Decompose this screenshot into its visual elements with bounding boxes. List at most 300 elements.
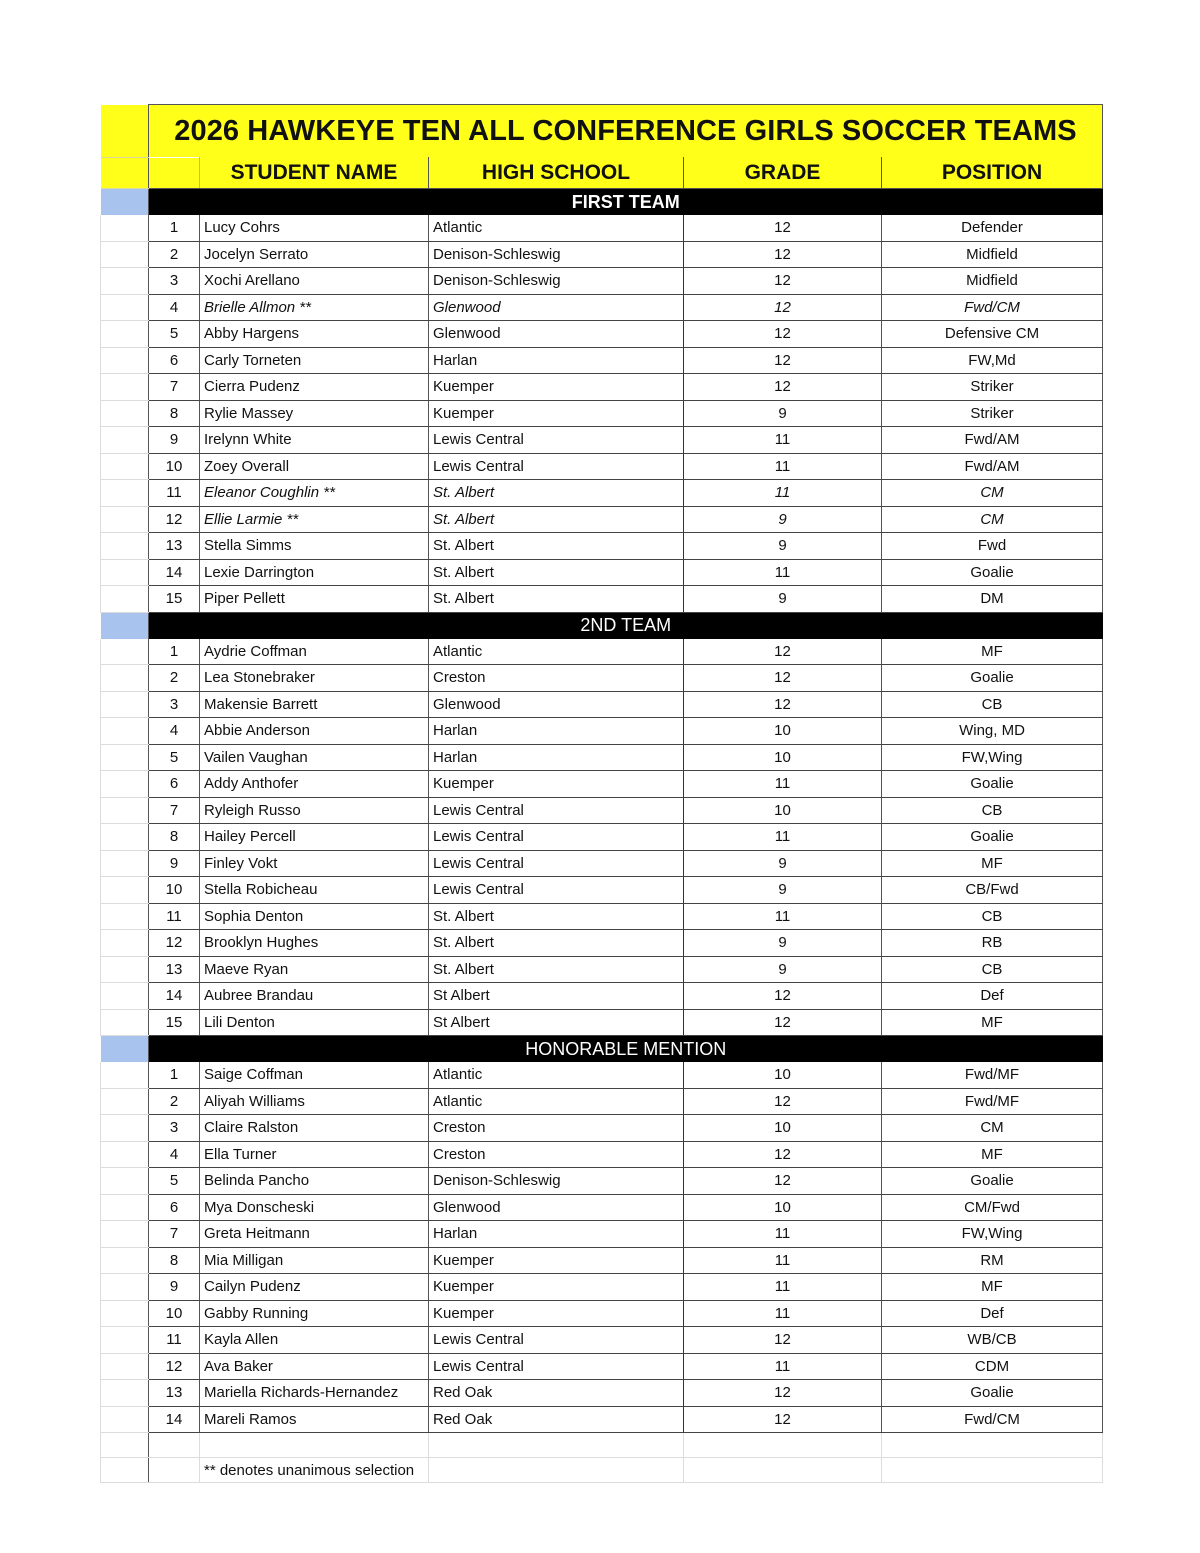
- grade-cell: 12: [684, 1088, 882, 1115]
- table-row: [101, 797, 1103, 824]
- header-number-cell: [149, 158, 200, 189]
- high-school-cell: Denison-Schleswig: [429, 1168, 684, 1195]
- table-row: [101, 374, 1103, 401]
- high-school-cell: Creston: [429, 1141, 684, 1168]
- row-gutter: [101, 215, 149, 241]
- rank-cell: 7: [149, 797, 200, 824]
- grade-cell: 12: [684, 1327, 882, 1354]
- footnote: ** denotes unanimous selection: [200, 1458, 429, 1483]
- position-cell: Fwd/MF: [882, 1088, 1103, 1115]
- high-school-cell: Creston: [429, 1115, 684, 1142]
- high-school-cell: Atlantic: [429, 639, 684, 665]
- rank-cell: 1: [149, 215, 200, 241]
- position-cell: Defensive CM: [882, 321, 1103, 348]
- position-cell: Goalie: [882, 559, 1103, 586]
- rank-cell: 2: [149, 241, 200, 268]
- table-row: [101, 956, 1103, 983]
- rank-cell: 10: [149, 1300, 200, 1327]
- high-school-cell: Red Oak: [429, 1380, 684, 1407]
- roster-table: [100, 104, 1103, 1483]
- student-name-cell: Abby Hargens: [200, 321, 429, 348]
- row-gutter: [101, 744, 149, 771]
- high-school-cell: St. Albert: [429, 533, 684, 560]
- student-name-cell: Piper Pellett: [200, 586, 429, 613]
- section-title: 2ND TEAM: [149, 612, 1103, 639]
- student-name-cell: Sophia Denton: [200, 903, 429, 930]
- grade-cell: 9: [684, 850, 882, 877]
- table-row: [101, 294, 1103, 321]
- rank-cell: 11: [149, 903, 200, 930]
- high-school-cell: Harlan: [429, 744, 684, 771]
- grade-cell: 12: [684, 639, 882, 665]
- high-school-cell: St. Albert: [429, 956, 684, 983]
- rank-cell: 14: [149, 559, 200, 586]
- row-gutter: [101, 559, 149, 586]
- row-gutter: [101, 1300, 149, 1327]
- row-gutter: [101, 718, 149, 745]
- student-name-cell: Mareli Ramos: [200, 1406, 429, 1433]
- section-header-row: [101, 189, 1103, 216]
- blank-cell: [429, 1433, 684, 1458]
- high-school-cell: Kuemper: [429, 1300, 684, 1327]
- table-row: [101, 1115, 1103, 1142]
- title-row: [101, 105, 1103, 158]
- position-cell: Striker: [882, 374, 1103, 401]
- position-cell: MF: [882, 1274, 1103, 1301]
- column-header-row: [101, 158, 1103, 189]
- student-name-cell: Hailey Percell: [200, 824, 429, 851]
- row-gutter: [101, 347, 149, 374]
- position-cell: CM/Fwd: [882, 1194, 1103, 1221]
- row-gutter: [101, 1115, 149, 1142]
- rank-cell: 5: [149, 1168, 200, 1195]
- position-cell: Defender: [882, 215, 1103, 241]
- rank-cell: 5: [149, 744, 200, 771]
- row-gutter: [101, 533, 149, 560]
- grade-cell: 9: [684, 930, 882, 957]
- table-row: [101, 559, 1103, 586]
- row-gutter: [101, 1088, 149, 1115]
- table-row: [101, 480, 1103, 507]
- table-row: [101, 1009, 1103, 1036]
- position-cell: Def: [882, 983, 1103, 1010]
- row-gutter: [101, 1168, 149, 1195]
- position-cell: Midfield: [882, 268, 1103, 295]
- section-title: FIRST TEAM: [149, 189, 1103, 216]
- row-gutter: [101, 1433, 149, 1458]
- row-gutter: [101, 824, 149, 851]
- grade-cell: 11: [684, 480, 882, 507]
- rank-cell: 1: [149, 1062, 200, 1088]
- position-cell: Goalie: [882, 771, 1103, 798]
- high-school-cell: Lewis Central: [429, 453, 684, 480]
- position-cell: FW,Wing: [882, 1221, 1103, 1248]
- grade-cell: 12: [684, 665, 882, 692]
- grade-cell: 12: [684, 1141, 882, 1168]
- table-row: [101, 1406, 1103, 1433]
- student-name-cell: Xochi Arellano: [200, 268, 429, 295]
- row-gutter: [101, 480, 149, 507]
- header-position: POSITION: [882, 158, 1103, 189]
- student-name-cell: Ellie Larmie **: [200, 506, 429, 533]
- grade-cell: 11: [684, 559, 882, 586]
- student-name-cell: Cailyn Pudenz: [200, 1274, 429, 1301]
- rank-cell: 5: [149, 321, 200, 348]
- rank-cell: 11: [149, 1327, 200, 1354]
- grade-cell: 12: [684, 294, 882, 321]
- position-cell: RB: [882, 930, 1103, 957]
- high-school-cell: Lewis Central: [429, 427, 684, 454]
- grade-cell: 11: [684, 1221, 882, 1248]
- grade-cell: 11: [684, 1247, 882, 1274]
- rank-cell: 4: [149, 294, 200, 321]
- grade-cell: 12: [684, 321, 882, 348]
- section-header-row: [101, 1036, 1103, 1063]
- rank-cell: 10: [149, 877, 200, 904]
- high-school-cell: Kuemper: [429, 400, 684, 427]
- position-cell: Midfield: [882, 241, 1103, 268]
- high-school-cell: Red Oak: [429, 1406, 684, 1433]
- grade-cell: 9: [684, 586, 882, 613]
- grade-cell: 11: [684, 1353, 882, 1380]
- high-school-cell: Atlantic: [429, 1088, 684, 1115]
- table-row: [101, 665, 1103, 692]
- high-school-cell: St. Albert: [429, 506, 684, 533]
- high-school-cell: Lewis Central: [429, 1327, 684, 1354]
- rank-cell: 7: [149, 1221, 200, 1248]
- high-school-cell: St Albert: [429, 1009, 684, 1036]
- grade-cell: 12: [684, 347, 882, 374]
- table-row: [101, 321, 1103, 348]
- position-cell: Fwd/CM: [882, 294, 1103, 321]
- section-header-row: [101, 612, 1103, 639]
- position-cell: CM: [882, 1115, 1103, 1142]
- table-row: [101, 771, 1103, 798]
- position-cell: CB: [882, 956, 1103, 983]
- header-student-name: STUDENT NAME: [200, 158, 429, 189]
- row-gutter: [101, 374, 149, 401]
- student-name-cell: Mia Milligan: [200, 1247, 429, 1274]
- position-cell: CDM: [882, 1353, 1103, 1380]
- student-name-cell: Finley Vokt: [200, 850, 429, 877]
- grade-cell: 12: [684, 1380, 882, 1407]
- grade-cell: 12: [684, 268, 882, 295]
- table-row: [101, 1168, 1103, 1195]
- row-gutter: [101, 691, 149, 718]
- table-row: [101, 241, 1103, 268]
- student-name-cell: Maeve Ryan: [200, 956, 429, 983]
- rank-cell: 2: [149, 1088, 200, 1115]
- row-gutter: [101, 1458, 149, 1483]
- table-row: [101, 824, 1103, 851]
- rank-cell: 15: [149, 1009, 200, 1036]
- position-cell: CM: [882, 506, 1103, 533]
- student-name-cell: Lea Stonebraker: [200, 665, 429, 692]
- grade-cell: 11: [684, 453, 882, 480]
- blank-cell: [149, 1433, 200, 1458]
- position-cell: MF: [882, 639, 1103, 665]
- position-cell: FW,Md: [882, 347, 1103, 374]
- row-gutter: [101, 427, 149, 454]
- position-cell: Fwd/AM: [882, 453, 1103, 480]
- blank-cell: [882, 1458, 1103, 1483]
- rank-cell: 13: [149, 1380, 200, 1407]
- blank-cell: [684, 1433, 882, 1458]
- position-cell: Goalie: [882, 824, 1103, 851]
- row-gutter: [101, 1062, 149, 1088]
- position-cell: Striker: [882, 400, 1103, 427]
- student-name-cell: Rylie Massey: [200, 400, 429, 427]
- high-school-cell: Lewis Central: [429, 850, 684, 877]
- student-name-cell: Aydrie Coffman: [200, 639, 429, 665]
- student-name-cell: Lucy Cohrs: [200, 215, 429, 241]
- student-name-cell: Mariella Richards-Hernandez: [200, 1380, 429, 1407]
- table-row: [101, 453, 1103, 480]
- table-row: [101, 1300, 1103, 1327]
- grade-cell: 10: [684, 1062, 882, 1088]
- table-row: [101, 718, 1103, 745]
- row-gutter: [101, 1353, 149, 1380]
- position-cell: Wing, MD: [882, 718, 1103, 745]
- row-gutter: [101, 903, 149, 930]
- grade-cell: 11: [684, 1274, 882, 1301]
- section-title: HONORABLE MENTION: [149, 1036, 1103, 1063]
- rank-cell: 12: [149, 1353, 200, 1380]
- student-name-cell: Aubree Brandau: [200, 983, 429, 1010]
- header-grade: GRADE: [684, 158, 882, 189]
- student-name-cell: Kayla Allen: [200, 1327, 429, 1354]
- high-school-cell: Lewis Central: [429, 824, 684, 851]
- student-name-cell: Claire Ralston: [200, 1115, 429, 1142]
- high-school-cell: Kuemper: [429, 771, 684, 798]
- row-gutter: [101, 1194, 149, 1221]
- rank-cell: 13: [149, 956, 200, 983]
- table-row: [101, 1221, 1103, 1248]
- rank-cell: 15: [149, 586, 200, 613]
- grade-cell: 12: [684, 1009, 882, 1036]
- row-gutter: [101, 453, 149, 480]
- grade-cell: 11: [684, 427, 882, 454]
- row-gutter: [101, 268, 149, 295]
- footnote-row: [101, 1458, 1103, 1483]
- grade-cell: 10: [684, 744, 882, 771]
- rank-cell: 4: [149, 718, 200, 745]
- position-cell: Fwd: [882, 533, 1103, 560]
- student-name-cell: Makensie Barrett: [200, 691, 429, 718]
- blank-cell: [882, 1433, 1103, 1458]
- student-name-cell: Ella Turner: [200, 1141, 429, 1168]
- row-gutter: [101, 1221, 149, 1248]
- grade-cell: 12: [684, 1406, 882, 1433]
- position-cell: Fwd/AM: [882, 427, 1103, 454]
- row-gutter: [101, 506, 149, 533]
- blank-cell: [684, 1458, 882, 1483]
- blank-cell: [429, 1458, 684, 1483]
- grade-cell: 9: [684, 400, 882, 427]
- row-gutter: [101, 771, 149, 798]
- row-gutter: [101, 1036, 149, 1063]
- position-cell: CB/Fwd: [882, 877, 1103, 904]
- rank-cell: 3: [149, 268, 200, 295]
- row-gutter: [101, 586, 149, 613]
- high-school-cell: St. Albert: [429, 903, 684, 930]
- high-school-cell: Harlan: [429, 1221, 684, 1248]
- table-row: [101, 1141, 1103, 1168]
- grade-cell: 10: [684, 718, 882, 745]
- table-row: [101, 1062, 1103, 1088]
- row-gutter: [101, 105, 149, 158]
- position-cell: CB: [882, 691, 1103, 718]
- high-school-cell: Kuemper: [429, 374, 684, 401]
- position-cell: CB: [882, 903, 1103, 930]
- row-gutter: [101, 189, 149, 216]
- table-row: [101, 930, 1103, 957]
- rank-cell: 13: [149, 533, 200, 560]
- grade-cell: 9: [684, 956, 882, 983]
- grade-cell: 11: [684, 771, 882, 798]
- position-cell: Goalie: [882, 665, 1103, 692]
- table-row: [101, 1088, 1103, 1115]
- position-cell: FW,Wing: [882, 744, 1103, 771]
- student-name-cell: Greta Heitmann: [200, 1221, 429, 1248]
- grade-cell: 10: [684, 797, 882, 824]
- table-row: [101, 850, 1103, 877]
- table-row: [101, 1194, 1103, 1221]
- high-school-cell: St. Albert: [429, 480, 684, 507]
- table-row: [101, 400, 1103, 427]
- table-row: [101, 877, 1103, 904]
- row-gutter: [101, 850, 149, 877]
- student-name-cell: Gabby Running: [200, 1300, 429, 1327]
- table-row: [101, 533, 1103, 560]
- row-gutter: [101, 294, 149, 321]
- position-cell: CM: [882, 480, 1103, 507]
- high-school-cell: St. Albert: [429, 559, 684, 586]
- grade-cell: 12: [684, 241, 882, 268]
- row-gutter: [101, 665, 149, 692]
- high-school-cell: Lewis Central: [429, 1353, 684, 1380]
- position-cell: MF: [882, 1141, 1103, 1168]
- student-name-cell: Jocelyn Serrato: [200, 241, 429, 268]
- blank-row: [101, 1433, 1103, 1458]
- rank-cell: 14: [149, 1406, 200, 1433]
- rank-cell: 9: [149, 1274, 200, 1301]
- rank-cell: 6: [149, 771, 200, 798]
- table-row: [101, 1247, 1103, 1274]
- all-conference-sheet: [100, 104, 1102, 1483]
- row-gutter: [101, 241, 149, 268]
- high-school-cell: Glenwood: [429, 691, 684, 718]
- table-row: [101, 268, 1103, 295]
- rank-cell: 6: [149, 1194, 200, 1221]
- table-row: [101, 983, 1103, 1010]
- table-row: [101, 347, 1103, 374]
- row-gutter: [101, 956, 149, 983]
- student-name-cell: Ava Baker: [200, 1353, 429, 1380]
- position-cell: Goalie: [882, 1168, 1103, 1195]
- high-school-cell: St Albert: [429, 983, 684, 1010]
- student-name-cell: Brielle Allmon **: [200, 294, 429, 321]
- student-name-cell: Eleanor Coughlin **: [200, 480, 429, 507]
- high-school-cell: Creston: [429, 665, 684, 692]
- student-name-cell: Lexie Darrington: [200, 559, 429, 586]
- table-row: [101, 1353, 1103, 1380]
- student-name-cell: Saige Coffman: [200, 1062, 429, 1088]
- rank-cell: 7: [149, 374, 200, 401]
- rank-cell: 10: [149, 453, 200, 480]
- position-cell: RM: [882, 1247, 1103, 1274]
- grade-cell: 11: [684, 903, 882, 930]
- student-name-cell: Irelynn White: [200, 427, 429, 454]
- header-high-school: HIGH SCHOOL: [429, 158, 684, 189]
- blank-cell: [200, 1433, 429, 1458]
- high-school-cell: Atlantic: [429, 215, 684, 241]
- student-name-cell: Ryleigh Russo: [200, 797, 429, 824]
- student-name-cell: Mya Donscheski: [200, 1194, 429, 1221]
- row-gutter: [101, 158, 149, 189]
- row-gutter: [101, 612, 149, 639]
- student-name-cell: Abbie Anderson: [200, 718, 429, 745]
- row-gutter: [101, 797, 149, 824]
- rank-cell: 1: [149, 639, 200, 665]
- rank-cell: 12: [149, 930, 200, 957]
- student-name-cell: Zoey Overall: [200, 453, 429, 480]
- student-name-cell: Stella Robicheau: [200, 877, 429, 904]
- rank-cell: 9: [149, 850, 200, 877]
- table-row: [101, 586, 1103, 613]
- row-gutter: [101, 1247, 149, 1274]
- table-row: [101, 691, 1103, 718]
- blank-cell: [149, 1458, 200, 1483]
- high-school-cell: Glenwood: [429, 321, 684, 348]
- student-name-cell: Stella Simms: [200, 533, 429, 560]
- row-gutter: [101, 983, 149, 1010]
- table-row: [101, 215, 1103, 241]
- row-gutter: [101, 1274, 149, 1301]
- rank-cell: 3: [149, 691, 200, 718]
- row-gutter: [101, 321, 149, 348]
- table-row: [101, 427, 1103, 454]
- rank-cell: 8: [149, 824, 200, 851]
- high-school-cell: Denison-Schleswig: [429, 241, 684, 268]
- grade-cell: 12: [684, 1168, 882, 1195]
- position-cell: MF: [882, 1009, 1103, 1036]
- grade-cell: 12: [684, 983, 882, 1010]
- table-row: [101, 744, 1103, 771]
- student-name-cell: Cierra Pudenz: [200, 374, 429, 401]
- table-row: [101, 639, 1103, 665]
- grade-cell: 10: [684, 1115, 882, 1142]
- grade-cell: 9: [684, 533, 882, 560]
- grade-cell: 11: [684, 824, 882, 851]
- rank-cell: 11: [149, 480, 200, 507]
- row-gutter: [101, 1327, 149, 1354]
- student-name-cell: Brooklyn Hughes: [200, 930, 429, 957]
- high-school-cell: Harlan: [429, 718, 684, 745]
- row-gutter: [101, 1141, 149, 1168]
- rank-cell: 6: [149, 347, 200, 374]
- high-school-cell: Glenwood: [429, 294, 684, 321]
- row-gutter: [101, 639, 149, 665]
- grade-cell: 12: [684, 374, 882, 401]
- high-school-cell: Glenwood: [429, 1194, 684, 1221]
- student-name-cell: Aliyah Williams: [200, 1088, 429, 1115]
- table-row: [101, 1327, 1103, 1354]
- grade-cell: 9: [684, 877, 882, 904]
- student-name-cell: Lili Denton: [200, 1009, 429, 1036]
- row-gutter: [101, 877, 149, 904]
- row-gutter: [101, 930, 149, 957]
